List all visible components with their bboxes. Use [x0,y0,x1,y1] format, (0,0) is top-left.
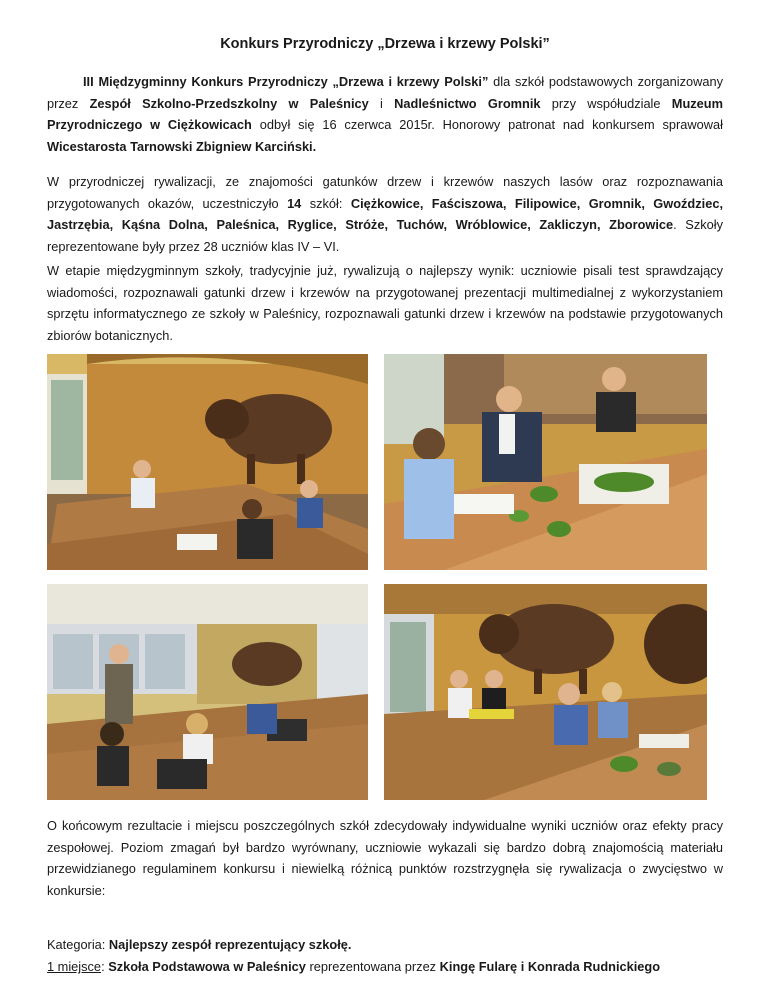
first-place-school: Szkoła Podstawowa w Paleśnicy [108,959,306,974]
school-list: Ciężkowice, Faściszowa, Filipowice, Gromnik, Gwoździec, Jastrzębia, Kąśna Dolna, Paleśnica, Ryglice, Stróże, Tuchów, Wróblowice, Zakliczyn, Zborowice [47,195,723,232]
organizer-forestry: Nadleśnictwo Gromnik [394,95,541,111]
participants-paragraph: W przyrodniczej rywalizacji, ze znajomości gatunków drzew i krzewów naszych lasów oraz rozpoznawania przygotowanych okazów, uczestniczyło 14 szkół: Ciężkowice, Faściszowa, Filipowice, Gromnik, Gwoździec, Jastrzębia, Kąśna Dolna, Paleśnica, Ryglice, Stróże, Tuchów, Wróblowice, Zakliczyn, Zborowice. Szkoły reprezentowane były przez 28 uczniów klas IV – VI. [47,174,724,254]
photo-students-bison-hall [47,354,368,570]
photo-students-laptops [47,584,368,800]
first-place-line: 1 miejsce: Szkoła Podstawowa w Paleśnicy reprezentowana przez Kingę Fularę i Konrada Rudnickiego [47,959,661,974]
category-value: Najlepszy zespół reprezentujący szkołę. [108,937,352,952]
photo-students-leaves [384,354,707,570]
document-title: Konkurs Przyrodniczy „Drzewa i krzewy Polski” [220,36,550,52]
school-count: 14 [287,195,302,211]
co-organizer-museum: Muzeum Przyrodniczego w Ciężkowicach [47,95,723,132]
intro-paragraph: III Międzygminny Konkurs Przyrodniczy „Drzewa i krzewy Polski” dla szkół podstawowych zorganizowany przez Zespół Szkolno-Przedszkolny w Paleśnicy i Nadleśnictwo Gromnik przy współudziale Muzeum Przyrodniczego w Ciężkowicach odbył się 16 czerwca 2015r. Honorowy patronat nad konkursem sprawował Wicestarosta Tarnowski Zbigniew Karciński. [47,74,723,154]
category-line: Kategoria: Najlepszy zespół reprezentujący szkołę. [47,937,352,952]
results-paragraph: O końcowym rezultacie i miejscu poszczególnych szkół zdecydowały indywidualne wyniki uczniów oraz efekty pracy zespołowej. Poziom zmagań był bardzo wyrównany, uczniowie wykazali się bardzo dobrą znajomością materiału przewidzianego regulaminem konkursu i niewielką różnicą punktów rozstrzygnęła się rywalizacja o zwycięstwo w konkursie: [47,818,723,898]
first-place-names: Kingę Fularę i Konrada Rudnickiego [439,959,661,974]
patron-name: Wicestarosta Tarnowski Zbigniew Karciński. [47,138,317,154]
photo-boys-specimens [384,584,707,800]
organizer-school: Zespół Szkolno-Przedszkolny w Paleśnicy [89,95,369,111]
contest-name: III Międzygminny Konkurs Przyrodniczy „Drzewa i krzewy Polski” [83,74,489,89]
stage-paragraph: W etapie międzygminnym szkoły, tradycyjnie już, rywalizują o najlepszy wynik: uczniowie pisali test sprawdzający wiadomości, rozpoznawali gatunki drzew i krzewów na przygotowanej prezentacji multimedialnej z wykorzystaniem sprzętu informatycznego ze szkoły w Paleśnicy, rozpoznawali gatunki drzew i krzewów na podstawie przygotowanych zbiorów botanicznych. [47,263,723,343]
first-place-label: 1 miejsce [47,959,102,974]
